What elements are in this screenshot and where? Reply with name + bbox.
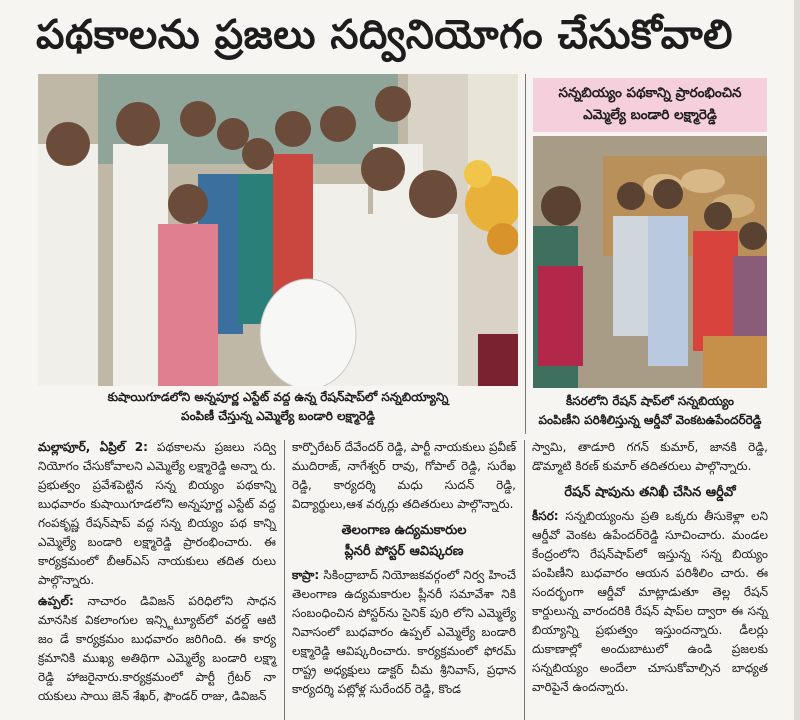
article-2-body: నాచారం డివిజన్ పరిధిలోని సాధన మానసిక వికలాంగుల ఇన్స్టిట్యూట్‌లో వరల్డ్ ఆటి జం డే కార్యక్రమం బుధవారం జరిగింది. ఈ కార్య క్రమానికి ముఖ్య అతిథిగా ఎమ్మెల్యే బండారి లక్ష్మా రెడ్డి హాజరైనారు.కార్యక్రమంలో పార్టీ గ్రేటర్ నా యకులు సాయి జెన్ శేఖర్, ఫౌండర్ రాజు, డివిజన్ — [38, 594, 276, 703]
side-photo — [533, 136, 767, 388]
main-photo-illustration — [38, 74, 518, 386]
article-3-subheading-line-1: తెలంగాణ ఉద్యమకారుల — [341, 523, 467, 538]
article-4-body: సన్నబియ్యంను ప్రతి ఒక్కరు తీసుకెళ్లా లని ఆర్డీవో వెంకట ఉపేందర్‌రెడ్డి సూచించారు. మండల కేంద్రంలోని రేషన్‌షాప్‌లో ఇస్తున్న సన్న బియ్యం పంపిణీని బుధవారం ఆయన పరిశీలిం చారు. ఈ సందర్భంగా ఆర్డీవో మాట్లాడుతూ తెల్ల రేషన్ కార్డులున్న వారందరికి రేషన్ షాప్‌ల ద్వారా ఈ సన్న బియ్యాన్ని ప్రభుత్వం ఇస్తుందన్నారు. డీలర్లు దుకాణాల్లో అందుబాటులో ఉండి ప్రజలకు సన్నబియ్యం అందేలా చూసుకోవాల్సిన బాధ్యత వారిపైనే ఉందన్నారు. — [532, 509, 768, 694]
article-1-dateline: మల్లాపూర్, ఏప్రిల్ 2: — [38, 440, 148, 454]
article-2-paragraph — [38, 592, 276, 706]
article-3-subheading-line-2: ప్లీనరీ పోస్టర్ ఆవిష్కరణ — [344, 544, 464, 559]
article-column-2 — [292, 438, 516, 699]
main-photo — [38, 74, 518, 386]
article-column-1 — [38, 438, 276, 706]
side-box-line-2: ఎమ్మెల్యే బండారి లక్ష్మారెడ్డి — [583, 107, 717, 123]
article-3-paragraph — [292, 566, 516, 699]
article-4-subheading: రేషన్ షాపును తనిఖీ చేసిన ఆర్డీవో — [564, 485, 736, 500]
article-column-3 — [532, 438, 768, 697]
article-1-paragraph — [38, 438, 276, 590]
side-caption-line-2: పంపిణీని పరిశీలిస్తున్న ఆర్డీవో వెంకటఉపేందర్‌రెడ్డి — [538, 413, 762, 427]
side-photo-illustration — [533, 136, 767, 388]
main-caption-line-1: కుషాయిగూడలోని అన్నపూర్ణ ఎస్టేట్ వద్ద ఉన్న రేషన్‌షాప్‌లో సన్నబియ్యాన్ని — [107, 390, 449, 404]
article-3-continued: స్వామి, తాడూరి గగన్ కుమార్, జానకి రెడ్డి, డొమ్మాటి కిరణ్ కుమార్ తదితరులు పాల్గొన్నారు. — [532, 440, 768, 473]
page-edge — [794, 0, 800, 720]
article-3-subheading — [292, 520, 516, 562]
column-divider-2 — [524, 440, 525, 720]
article-1-body: పథకాలను ప్రజలు సద్వి నియోగం చేసుకోవాలని ఎమ్మెల్యే లక్ష్మారెడ్డి అన్నా రు. ప్రభుత్వం ప్రవేశపెట్టిన సన్న బియ్యం పథకాన్ని బుధవారం కుషాయిగూడలోని అన్నపూర్ణ ఎస్టేట్ వద్ద గంపకృష్ణ రేషన్‌షాప్ వద్ద సన్న బియ్యం పథ కాన్ని ఎమ్మెల్యే బండారి లక్ష్మారెడ్డి ప్రారంభించారు. ఈ కార్యక్రమంలో బీఆర్ఎస్ నాయకులు తదిత రులు పాల్గొన్నారు. — [38, 440, 276, 587]
side-headline-box — [533, 78, 767, 132]
column-divider-1 — [284, 440, 285, 720]
main-photo-caption — [38, 388, 518, 426]
article-2-dateline: ఉప్పల్: — [38, 594, 74, 608]
article-2-continued: కార్పొరేటర్ దేవేందర్ రెడ్డి, పార్టీ నాయకులు ప్రవీణ్ ముదిరాజ్, నాగేశ్వర్ రావు, గోపాల్ రెడ్డి, సురేఖ రెడ్డి, కార్యదర్శి మధు సుదన్ రెడ్డి, విద్యార్థులు,ఆశ వర్కర్లు తదితరులు పాల్గొన్నారు. — [292, 440, 516, 511]
side-caption-line-1: కీసరలోని రేషన్ షాప్‌లో సన్నబియ్యం — [565, 394, 735, 408]
article-3-dateline: కాప్రా: — [292, 568, 320, 582]
main-caption-line-2: పంపిణీ చేస్తున్న ఎమ్మెల్యే బండారి లక్ష్మారెడ్డి — [181, 409, 375, 423]
side-photo-caption — [533, 392, 767, 430]
article-4-dateline: కీసర: — [532, 509, 559, 523]
headline: పథకాలను ప్రజలు సద్వినియోగం చేసుకోవాలి — [36, 12, 733, 58]
side-box-line-1: సన్నబియ్యం పథకాన్ని ప్రారంభించిన — [558, 85, 742, 101]
photo-divider — [525, 74, 526, 434]
article-3-body: సికింద్రాబాద్ నియోజకవర్గంలో నిర్వ హించే తెలంగాణ ఉద్యమకారుల ప్లీనరీ సమావేశా నికి సంబంధించిన పోస్టర్‌ను సైనిక్ పురి లోని ఎమ్మెల్యే నివాసంలో బుధవారం ఉప్పల్ ఎమ్మెల్యే బండారి లక్ష్మారెడ్డి ఆవిష్కరించారు. కార్యక్రమంలో ఫోరమ్ రాష్ట్ర అధ్యక్షులు డాక్టర్ చీమ శ్రీనివాస్, ప్రధాన కార్యదర్శి పట్లోళ్ల సురేందర్ రెడ్డి, కొండ — [292, 568, 516, 696]
article-4-paragraph — [532, 507, 768, 697]
